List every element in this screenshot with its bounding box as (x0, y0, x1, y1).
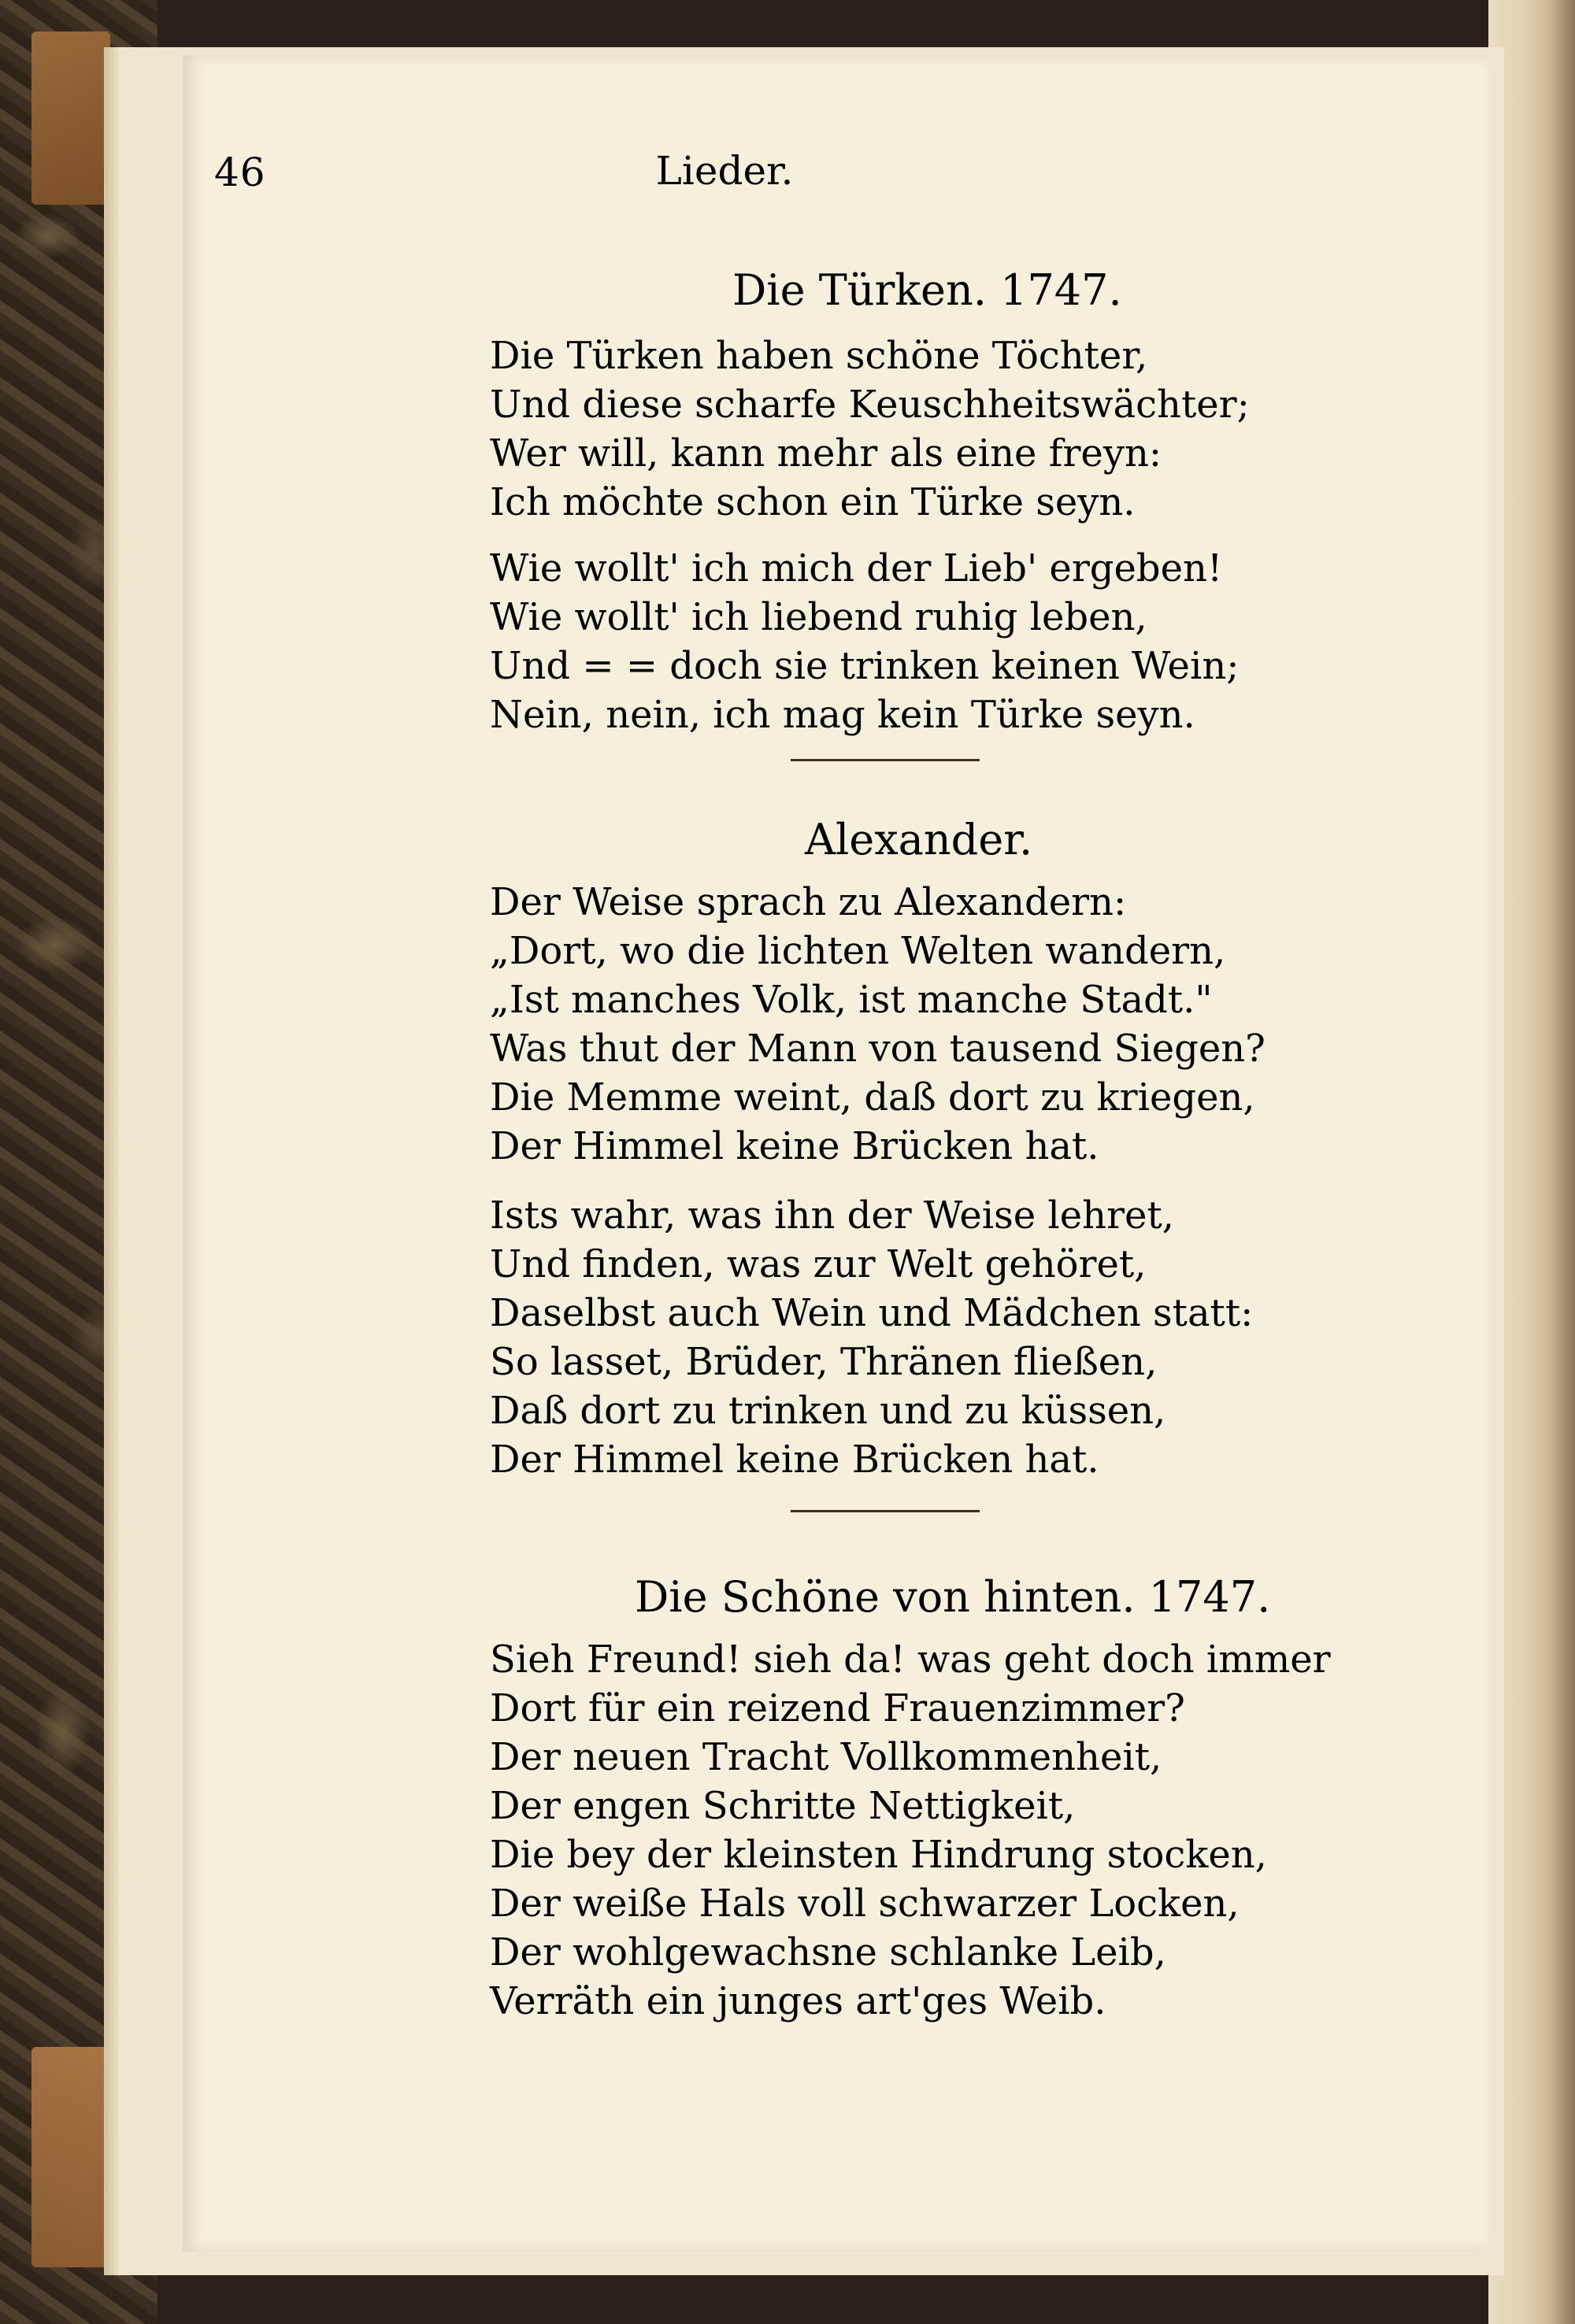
poem-line: Verräth ein junges art'ges Weib. (490, 1979, 1106, 2023)
poem-line: Nein, nein, ich mag kein Türke seyn. (490, 693, 1195, 737)
poem-line: Der Himmel keine Brücken hat. (490, 1438, 1099, 1482)
poem-line: Daselbst auch Wein und Mädchen statt: (490, 1291, 1254, 1335)
poem-line: So lasset, Brüder, Thränen fließen, (490, 1340, 1158, 1384)
poem-line: Die bey der kleinsten Hindrung stocken, (490, 1833, 1267, 1877)
poem-line: Sieh Freund! sieh da! was geht doch immer (490, 1638, 1331, 1682)
poem-line: Und diese scharfe Keuschheitswächter; (490, 383, 1250, 427)
poem-line: Wie wollt' ich mich der Lieb' ergeben! (490, 546, 1223, 590)
cover-leather-corner-bottom (32, 2047, 118, 2267)
poem-line: Ists wahr, was ihn der Weise lehret, (490, 1193, 1174, 1238)
poem-line: Der neuen Tracht Vollkommenheit, (490, 1735, 1162, 1779)
poem-line: Und = = doch sie trinken keinen Wein; (490, 644, 1240, 688)
poem-line: Der weiße Hals voll schwarzer Locken, (490, 1882, 1240, 1926)
poem-line: Der Weise sprach zu Alexandern: (490, 880, 1127, 924)
poem-line: Die Türken haben schöne Töchter, (490, 334, 1148, 378)
poem-title: Die Schöne von hinten. 1747. (635, 1572, 1271, 1622)
poem-line: Daß dort zu trinken und zu küssen, (490, 1389, 1166, 1433)
section-divider (791, 1510, 980, 1512)
poem-line: Und finden, was zur Welt gehöret, (490, 1242, 1147, 1286)
poem-line: Die Memme weint, daß dort zu kriegen, (490, 1075, 1255, 1119)
poem-title: Alexander. (805, 815, 1033, 864)
running-head: Lieder. (655, 148, 794, 194)
poem-line: Der wohlgewachsne schlanke Leib, (490, 1930, 1166, 1974)
poem-line: Was thut der Mann von tausend Siegen? (490, 1027, 1266, 1071)
poem-line: Der Himmel keine Brücken hat. (490, 1124, 1099, 1168)
poem-line: Ich möchte schon ein Türke seyn. (490, 480, 1136, 524)
poem-line: Dort für ein reizend Frauenzimmer? (490, 1686, 1185, 1730)
page-number: 46 (214, 150, 266, 195)
cover-leather-corner-top (32, 31, 110, 205)
poem-line: Wie wollt' ich liebend ruhig leben, (490, 595, 1147, 639)
poem-line: Wer will, kann mehr als eine freyn: (490, 431, 1162, 476)
poem-line: „Dort, wo die lichten Welten wandern, (490, 929, 1226, 973)
poem-title: Die Türken. 1747. (732, 265, 1122, 315)
section-divider (791, 759, 980, 761)
poem-line: „Ist manches Volk, ist manche Stadt." (490, 978, 1213, 1022)
poem-line: Der engen Schritte Nettigkeit, (490, 1784, 1076, 1828)
